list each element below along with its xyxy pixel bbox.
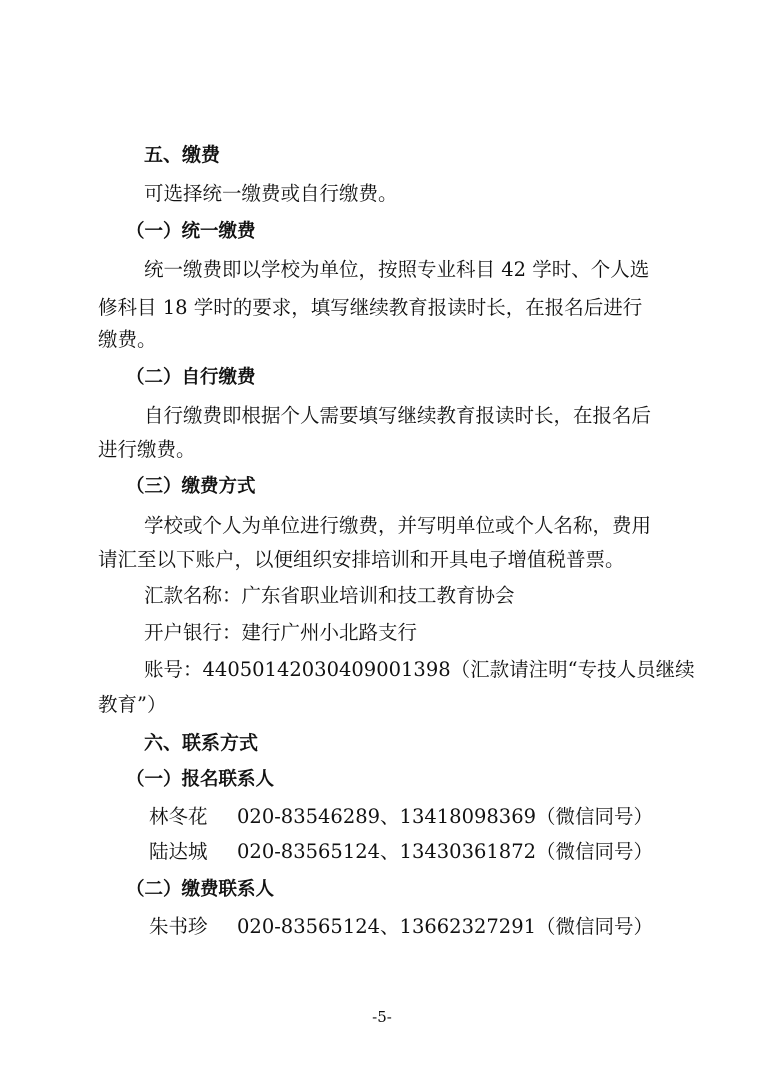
- page-number: -5-: [372, 1008, 392, 1026]
- paragraph-line: 修科目 18 学时的要求，填写继续教育报读时长，在报名后进行: [98, 296, 643, 319]
- paragraph-line: 统一缴费即以学校为单位，按照专业科目 42 学时、个人选: [144, 258, 650, 281]
- section-6-heading: 六、联系方式: [144, 732, 259, 754]
- paragraph-line: 自行缴费即根据个人需要填写继续教育报读时长，在报名后: [144, 404, 652, 427]
- contact-phones: 020-83565124、13662327291（微信同号）: [237, 915, 654, 938]
- paragraph-line: 学校或个人为单位进行缴费，并写明单位或个人名称，费用: [144, 514, 652, 537]
- account-number: 账号：44050142030409001398（汇款请注明“专技人员继续: [144, 658, 695, 681]
- contact-name: 陆达城: [149, 840, 208, 863]
- contact-row: [149, 803, 653, 831]
- remittance-name: 汇款名称：广东省职业培训和技工教育协会: [144, 584, 515, 607]
- contact-name: 林冬花: [149, 805, 208, 828]
- subsection-payment-contacts-heading: （二）缴费联系人: [126, 879, 275, 900]
- section-5-heading: 五、缴费: [144, 144, 221, 166]
- subsection-registration-contacts-heading: （一）报名联系人: [126, 769, 275, 790]
- subsection-payment-method-heading: （三）缴费方式: [126, 476, 256, 497]
- contact-phones: 020-83546289、13418098369（微信同号）: [237, 805, 654, 828]
- bank-name: 开户银行：建行广州小北路支行: [144, 621, 418, 644]
- section-5-intro: 可选择统一缴费或自行缴费。: [144, 182, 398, 205]
- subsection-self-payment-heading: （二）自行缴费: [126, 367, 256, 388]
- paragraph-line: 教育”）: [98, 693, 167, 716]
- paragraph-line: 进行缴费。: [98, 438, 196, 461]
- contact-row: [149, 838, 653, 866]
- subsection-unified-payment-heading: （一）统一缴费: [126, 221, 256, 242]
- contact-row: [149, 913, 653, 941]
- paragraph-line: 缴费。: [98, 328, 157, 351]
- contact-phones: 020-83565124、13430361872（微信同号）: [237, 840, 654, 863]
- contact-name: 朱书珍: [149, 915, 208, 938]
- paragraph-line: 请汇至以下账户，以便组织安排培训和开具电子增值税普票。: [98, 548, 625, 571]
